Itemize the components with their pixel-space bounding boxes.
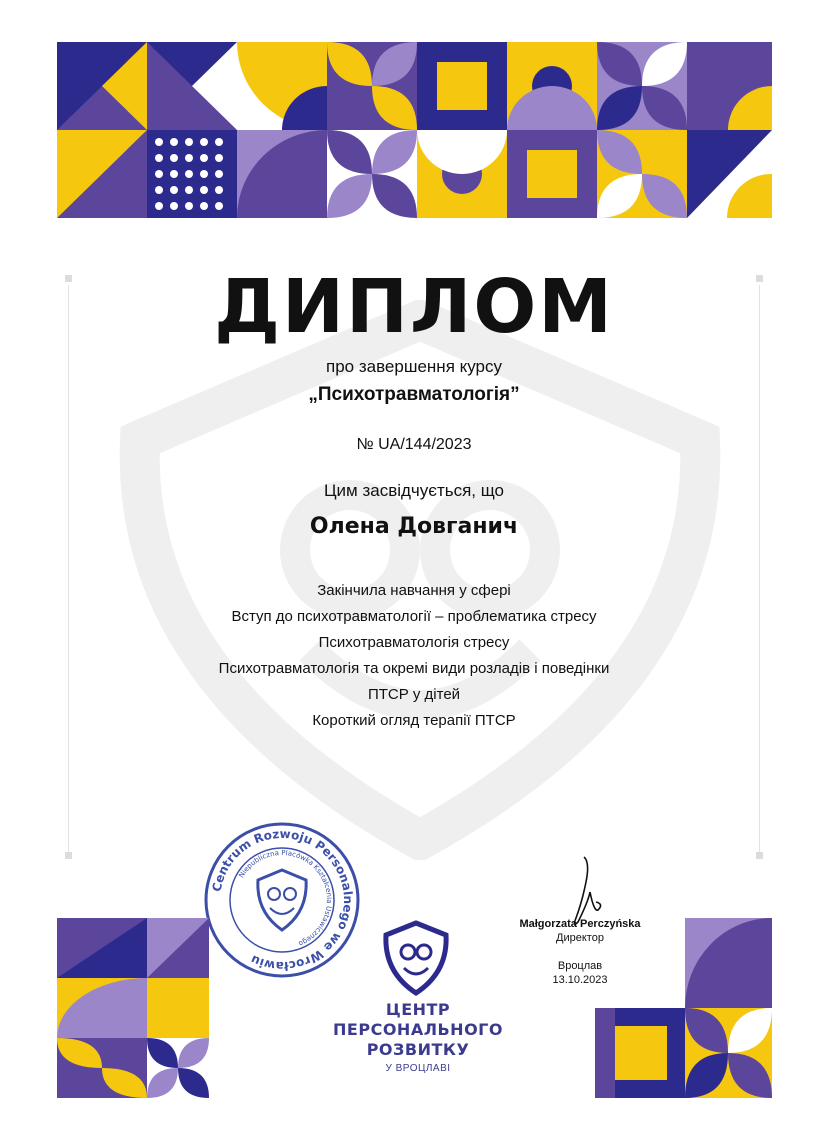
owl-shield-icon — [382, 920, 450, 996]
list-item: Психотравматологія стресу — [318, 634, 510, 651]
stamp-outer-text: Centrum Rozwoju Personalnego we Wrocławiu — [209, 826, 356, 974]
certify-text: Цим засвідчується, що — [323, 481, 505, 500]
logo-line-4: У ВРОЦЛАВІ — [385, 1063, 451, 1074]
issue-date: 13.10.2023 — [552, 974, 608, 986]
list-item: Короткий огляд терапії ПТСР — [312, 712, 516, 729]
list-item: Вступ до психотравматології – проблематика стресу — [231, 608, 597, 625]
issue-city: Вроцлав — [557, 960, 603, 972]
diploma-number: № UA/144/2023 — [356, 436, 472, 453]
stamp-inner-text: Niepubliczna Placówka Kształcenia Ustawicznego — [237, 848, 334, 948]
logo-line-1: ЦЕНТР — [385, 1000, 451, 1019]
bottom-right-pattern — [595, 918, 772, 1098]
list-item: Закінчила навчання у сфері — [317, 582, 511, 599]
svg-text:Centrum Rozwoju Personalnego w — [210, 827, 355, 973]
signer-name: Małgorzata Perczyńska — [519, 918, 641, 930]
topics-list — [0, 578, 828, 734]
diploma-subtitle: про завершення курсу — [325, 357, 503, 376]
frame-dot — [65, 852, 72, 859]
list-item: Психотравматологія та окремі види розладів і поведінки — [218, 660, 610, 677]
course-name: „Психотравматологія” — [308, 384, 520, 405]
diploma-title: ДИПЛОМ — [214, 264, 614, 350]
recipient-name: Олена Довганич — [309, 514, 519, 539]
top-pattern — [57, 42, 772, 218]
signer-role: Директор — [556, 932, 604, 944]
bottom-left-pattern — [57, 918, 209, 1098]
organization-logo — [318, 1000, 518, 1074]
list-item: ПТСР у дітей — [367, 686, 461, 703]
logo-line-2: ПЕРСОНАЛЬНОГО — [333, 1020, 503, 1039]
frame-dot — [756, 852, 763, 859]
logo-line-3: РОЗВИТКУ — [366, 1040, 470, 1059]
official-stamp — [202, 820, 362, 980]
